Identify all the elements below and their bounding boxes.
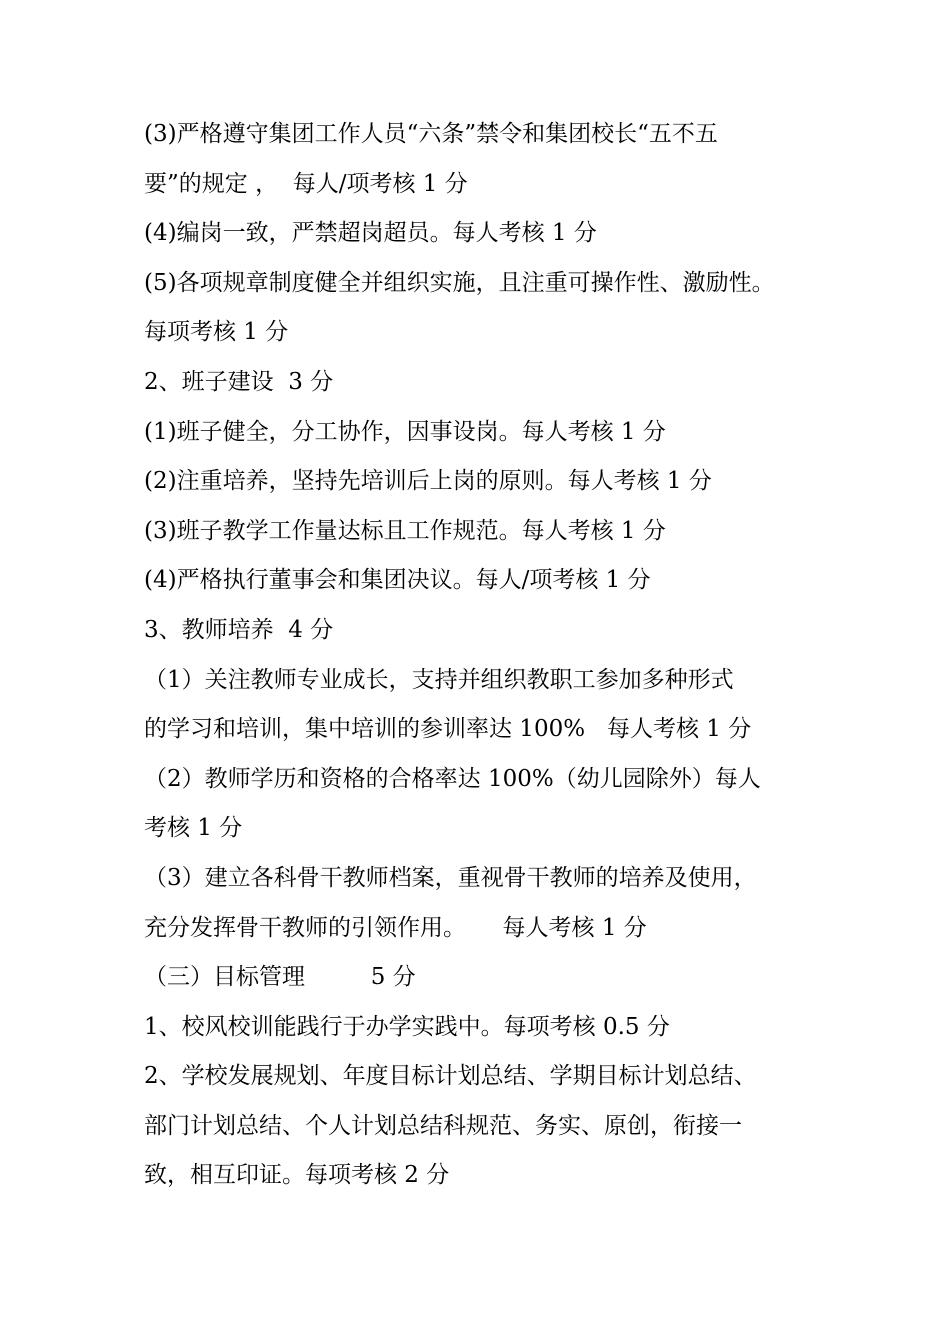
text-line-10: (4)严格执行董事会和集团决议。每人/项考核 1 分 bbox=[144, 567, 651, 594]
text-line-19: 1、校风校训能践行于办学实践中。每项考核 0.5 分 bbox=[144, 1013, 670, 1040]
text-line-22: 致，相互印证。每项考核 2 分 bbox=[144, 1162, 450, 1189]
section-heading-goal-management: （三）目标管理 5 分 bbox=[144, 964, 416, 991]
text-line-12: （1）关注教师专业成长，支持并组织教职工参加多种形式 bbox=[144, 666, 734, 693]
text-line-8: (2)注重培养，坚持先培训后上岗的原则。每人考核 1 分 bbox=[144, 468, 712, 495]
text-line-21: 部门计划总结、个人计划总结科规范、务实、原创，衔接一 bbox=[144, 1112, 742, 1139]
text-line-16: （3）建立各科骨干教师档案，重视骨干教师的培养及使用， bbox=[144, 864, 757, 891]
text-line-1: (3)严格遵守集团工作人员“六条”禁令和集团校长“五不五 bbox=[144, 121, 718, 147]
text-line-13: 的学习和培训，集中培训的参训率达 100% 每人考核 1 分 bbox=[144, 716, 752, 743]
text-line-3: (4)编岗一致，严禁超岗超员。每人考核 1 分 bbox=[144, 220, 597, 247]
text-line-4: (5)各项规章制度健全并组织实施，且注重可操作性、激励性。 bbox=[144, 269, 775, 296]
section-heading-team-building: 2、班子建设 3 分 bbox=[144, 368, 334, 395]
text-line-17: 充分发挥骨干教师的引领作用。 每人考核 1 分 bbox=[144, 914, 647, 941]
document-body bbox=[144, 110, 808, 1201]
text-line-2: 要”的规定 ， 每人/项考核 1 分 bbox=[144, 170, 468, 197]
text-line-5: 每项考核 1 分 bbox=[144, 319, 289, 346]
text-line-20: 2、学校发展规划、年度目标计划总结、学期目标计划总结、 bbox=[144, 1063, 757, 1090]
text-line-7: (1)班子健全，分工协作，因事设岗。每人考核 1 分 bbox=[144, 418, 666, 445]
text-line-15: 考核 1 分 bbox=[144, 815, 243, 842]
text-line-9: (3)班子教学工作量达标且工作规范。每人考核 1 分 bbox=[144, 517, 666, 544]
section-heading-teacher-training: 3、教师培养 4 分 bbox=[144, 616, 334, 643]
text-line-14: （2）教师学历和资格的合格率达 100%（幼儿园除外）每人 bbox=[144, 765, 761, 792]
